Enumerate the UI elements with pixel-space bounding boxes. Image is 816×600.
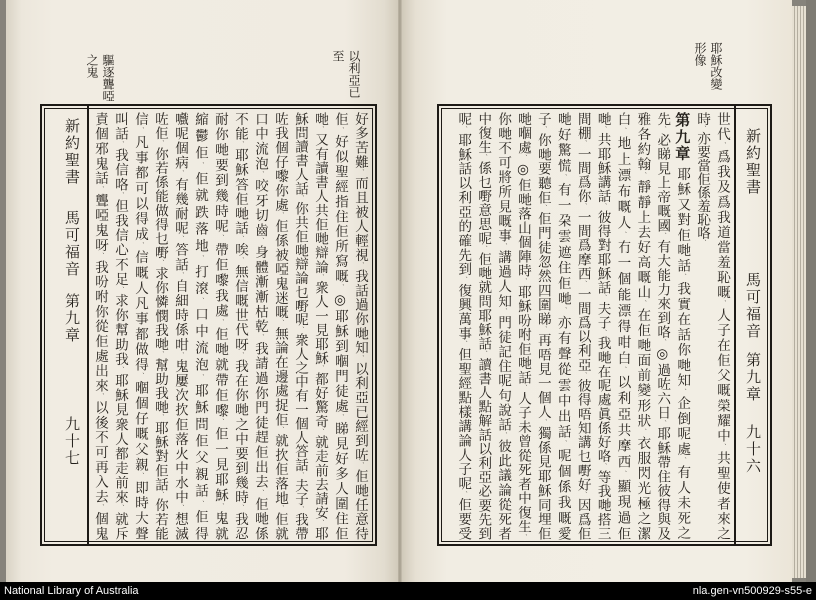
right-header-divider [734,104,736,546]
text-column: 咗佢、你若係能做得乜嘢、求你憐憫我哋、幫助我哋、耶穌對佢話、你若能 [152,112,168,540]
text-column: 中復生、係乜嘢意思呢、佢哋就問耶穌話、讀書人點解話以利亞必要先到 [475,112,492,541]
text-column: 口中流泡、咬牙切齒、身體漸漸枯乾、我請過你門徒趕佢出去、佢哋係 [252,112,268,541]
text-column: 呢、耶穌話以利亞的確先到、復興萬事、但聖經點樣講論人子呢、佢要受 [455,112,472,541]
margin-note-elijah: 以利亞已至 [331,50,361,98]
text-column: 哋、共耶穌講話、彼得對耶穌話、夫子、我哋在呢處眞係好咯、等我哋搭三 [594,112,611,540]
text-column: 不能、耶穌答佢哋話、唉、無信嘅世代呀、我在你哋之中要到幾時、我忍 [232,112,248,541]
text-column: 咗我個仔嚟你處、佢係被啞鬼迷嘅、無論在邊處捉佢、就扻佢落地、佢就 [272,112,288,541]
text-column-chapter-start [672,112,692,540]
left-header-book: 新約聖書 [63,118,81,186]
text-column: 佢、好似聖經指住佢所寫嘅、◎耶穌到嗰門徒處、睇見好多人圍住佢 [332,112,348,541]
left-page-number: 九十七 [63,416,81,467]
text-column: 先、必睇見上帝嘅國、有大能力來到咯、◎過咗六日、耶穌帶住彼得與及 [654,112,671,541]
text-column: 縮鬱佢、佢就跌落地、打滾、口中流泡、耶穌問佢父親話、佢得 [192,112,208,541]
text-column: 耐你哋要到幾時呢、帶佢嚟我處、佢哋就帶佢嚟、佢一見耶穌、鬼就 [212,112,228,541]
text-column: 好多苦難、而且被人輕視、我話過你哋知、以利亞已經到咗、佢哋任意待 [352,112,368,541]
right-header-book: 新約聖書 [744,128,762,196]
left-header-chapter: 第九章 [63,293,81,344]
text-column: 哋好驚慌、有一朶雲遮住佢哋、亦有聲從雲中出話、呢個係我嘅愛 [554,112,571,541]
margin-note-mute-spirit: 驅逐聾啞之鬼 [85,54,115,102]
text-column: 穌問讀書人話、你共佢哋辯論乜嘢呢、衆人之中有一個人答話、夫子、我帶 [292,112,308,540]
right-header-chapter: 第九章 [744,352,762,403]
library-name: National Library of Australia [4,585,139,597]
margin-note-transfiguration: 耶穌改變形像 [693,42,723,90]
text-column: 時、亦要當佢係羞恥咯、 [694,112,711,246]
attribution-bar [0,582,816,600]
book-spine [398,0,402,582]
item-identifier: nla.gen-vn500929-s55-e [692,585,812,597]
text-column: 哋嗰處、◎佢哋落山個陣時、耶穌吩咐佢哋話、人子未曾從死者中復生、 [515,112,531,541]
scan-edge [806,0,816,582]
text-column: 信、凡事都可以得成、信嘅人凡事都做得、嗰個仔嘅父親、即時大聲 [132,112,148,541]
left-header-gospel: 馬可福音 [63,210,81,278]
text-column: 哋、又有讀書人共佢哋辯論、衆人一見耶穌、都好驚奇、就走前去請安、耶 [312,112,328,540]
text-column: 白、地上漂布嘅人、冇一個能漂得咁白、以利亞共摩西、顯現過佢 [614,112,631,540]
right-header-gospel: 馬可福音 [744,272,762,340]
text-column: 責個邪鬼話、聾啞鬼呀、我吩咐你從佢處出來、以後不可再入去、個鬼 [92,112,108,541]
text-column: 嚱呢個病、有幾耐呢、答話、自細時係咁、鬼屢次扻佢落火中水中、想滅 [172,112,188,541]
text-column-body: 耶穌又對佢哋話、我實在話你哋知、企倒呢處、有人未死之 [674,167,691,541]
page-edges [792,6,806,578]
text-column: 雅各約翰、靜靜上去好高嘅山、在佢哋面前變形狀、衣服閃光極之潔 [634,112,651,541]
text-column: 世代、爲我及爲我道當羞恥嘅、人子在佢父嘅榮耀中、共聖使者來之 [714,112,730,541]
chapter-heading: 第九章 [673,112,692,163]
left-header-divider [87,104,89,546]
text-column: 你哋不可將所見嘅事、講過人知、門徒記住呢句說話、彼此議論從死者 [495,112,512,541]
text-column: 子、你哋要聽佢、佢門徒忽然四圍睇、再唔見一個人、獨係見耶穌同埋佢 [534,112,551,541]
right-page-number: 九十六 [744,424,762,475]
text-column: 叫話、我信咯、但我信心不足、求你幫助我、耶穌見衆人都走前來、就斥 [112,112,128,541]
text-column: 間棚、一間爲你、一間爲摩西、一間爲以利亞、彼得唔知講乜嘢好、因爲佢 [574,112,591,540]
